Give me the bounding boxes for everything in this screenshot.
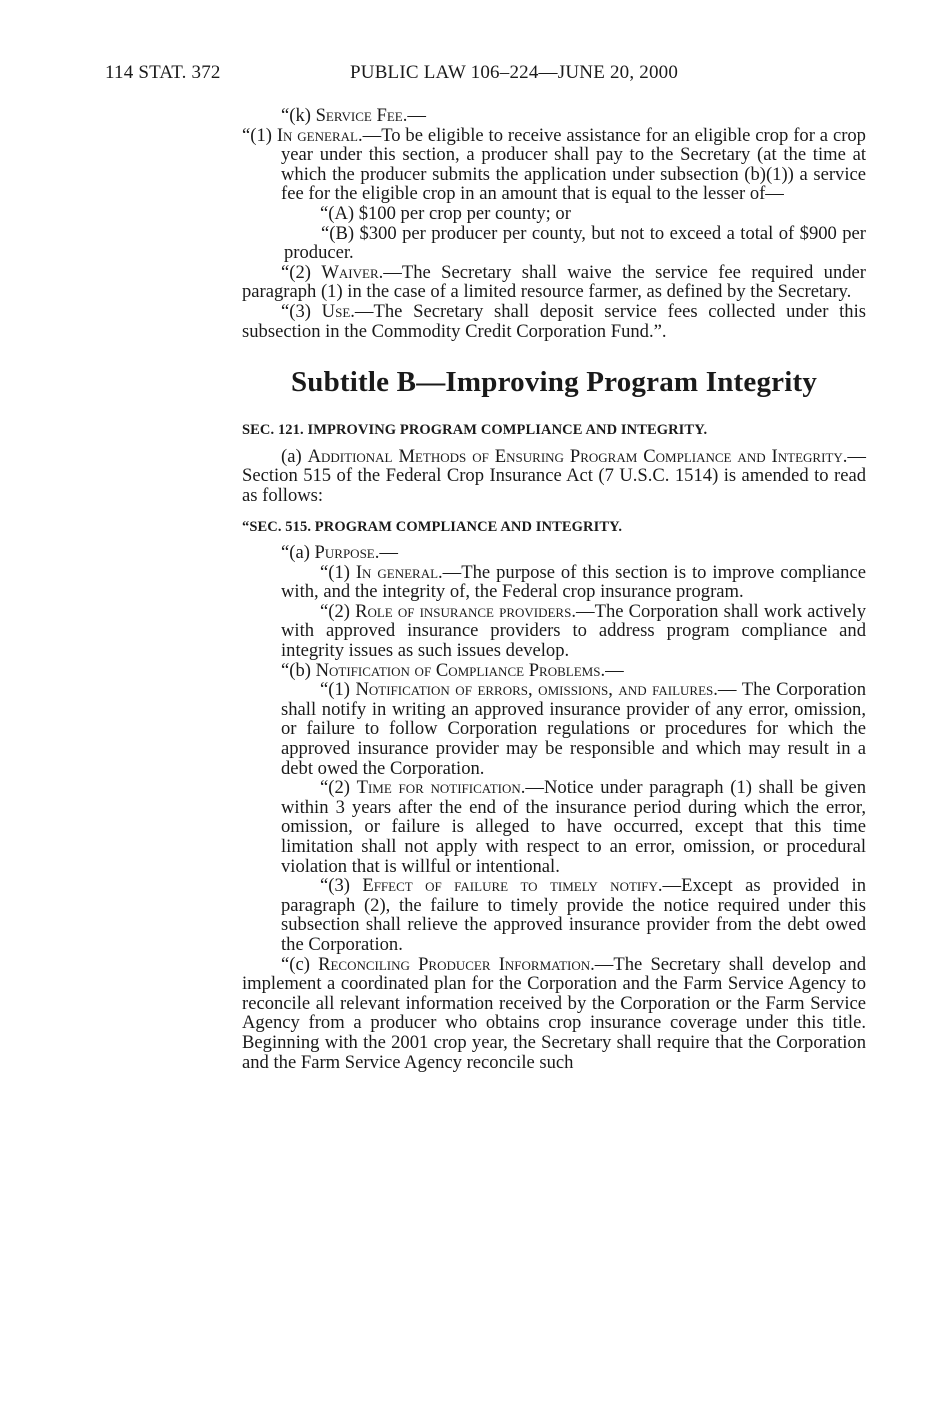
label: “(3) xyxy=(320,875,363,897)
heading: Notification of Compliance Problems xyxy=(315,659,601,681)
dash: .— xyxy=(600,659,624,681)
dash: .— xyxy=(402,105,426,126)
text: .—The Corporation shall work actively with approved insurance providers to address program compliance and integrity issues as such issues develop. xyxy=(281,600,866,662)
subsection-b-heading xyxy=(281,661,866,681)
subsection-k-heading xyxy=(281,106,866,126)
text: .—The Secretary shall develop and implement a coordinated plan for the Corporation and the Farm Service Agency to reconcile all relevant information received by the Corporation or the Farm Service Agency from a producer who obtains crop insurance coverage under this title. Beginning with the 2001 crop year, the Secretary shall require that the Corporation and the Farm Service Agency reconcile such xyxy=(242,953,867,1073)
heading: Waiver xyxy=(321,261,379,283)
text: .—Notice under paragraph (1) shall be given within 3 years after the end of the insurance period during which the error, omission, or failure is alleged to have occurred, except that this time limitation shall not apply with respect to an error, omission, or procedural violation that is willful or intentional. xyxy=(281,777,866,877)
text: .—The Secretary shall waive the service fee required under paragraph (1) in the case of a limited resource farmer, as defined by the Secretary. xyxy=(242,261,866,303)
section-515-heading: “SEC. 515. PROGRAM COMPLIANCE AND INTEGRITY. xyxy=(242,518,623,535)
document-body xyxy=(242,106,866,1072)
heading: Role of insurance providers xyxy=(355,600,572,622)
label: “(a) xyxy=(281,542,315,564)
text: .—To be eligible to receive assistance for an eligible crop for a crop year under this section, a producer shall pay to the Secretary (at the time at which the producer submits the application under subsection (b)(1)) a service fee for the eligible crop in an amount that is equal to the lesser of— xyxy=(281,124,866,205)
paragraph-k1 xyxy=(242,126,866,204)
clause-kA: “(A) $100 per crop per county; or xyxy=(320,202,571,224)
text: .—Except as provided in paragraph (2), the failure to timely provide the notice required under this subsection shall relieve the approved insurance provider from the debt owed the Corporation. xyxy=(281,875,866,955)
label: “(1) xyxy=(320,679,356,701)
paragraph-a1 xyxy=(242,563,866,602)
subsection-c xyxy=(242,955,866,1073)
paragraph-b3 xyxy=(242,876,866,954)
section-121-heading: SEC. 121. IMPROVING PROGRAM COMPLIANCE AND INTEGRITY. xyxy=(242,422,708,439)
paragraph-k2 xyxy=(242,263,866,302)
label: “(1) xyxy=(320,561,356,583)
text: .—The purpose of this section is to improve compliance with, and the integrity of, the Federal crop insurance program. xyxy=(281,561,866,603)
label: “(2) xyxy=(320,777,357,799)
clause-kB: “(B) $300 per producer per county, but not to exceed a total of $900 per producer. xyxy=(284,222,866,264)
text: .—The Secretary shall deposit service fees collected under this subsection in the Commodity Credit Corporation Fund.”. xyxy=(242,300,867,342)
label: “(2) xyxy=(281,261,322,283)
subsection-a-purpose-heading xyxy=(281,543,866,563)
heading: Purpose xyxy=(314,542,375,564)
label: “(3) xyxy=(281,300,322,322)
text: .— The Corporation shall notify in writing an approved insurance provider of any error, omission, or failure to follow Corporation regulations or procedures for which the approved insurance provider may be responsible and which may result in a debt owed the Corporation. xyxy=(281,679,866,779)
heading: Reconciling Producer Information xyxy=(318,953,591,975)
heading: Additional Methods of Ensuring Program Compliance and Integrity xyxy=(307,445,843,467)
dash: .— xyxy=(374,542,398,564)
label: “(b) xyxy=(281,659,316,681)
subsection-a xyxy=(242,447,866,506)
label: (a) xyxy=(281,445,308,467)
stat-page-number: 114 STAT. 372 xyxy=(105,62,221,83)
heading: Use xyxy=(321,300,351,322)
paragraph-b1 xyxy=(242,680,866,778)
label: “(2) xyxy=(320,600,356,622)
label: “(1) xyxy=(242,124,277,146)
heading: Service Fee xyxy=(315,105,403,126)
label: “(k) xyxy=(281,105,316,126)
paragraph-k3 xyxy=(242,302,866,341)
running-head: PUBLIC LAW 106–224—JUNE 20, 2000 xyxy=(350,62,679,83)
text: .—Section 515 of the Federal Crop Insurance Act (7 U.S.C. 1514) is amended to read as follows: xyxy=(242,445,866,506)
heading: In general xyxy=(276,124,358,146)
paragraph-b2 xyxy=(242,778,866,876)
paragraph-a2 xyxy=(242,602,866,661)
label: “(c) xyxy=(281,953,319,975)
subtitle-heading: Subtitle B—Improving Program Integrity xyxy=(290,366,818,399)
heading: Time for notification xyxy=(356,777,521,799)
heading: Notification of errors, omissions, and failures xyxy=(355,679,714,701)
heading: Effect of failure to timely notify xyxy=(362,875,658,897)
heading: In general xyxy=(355,561,439,583)
